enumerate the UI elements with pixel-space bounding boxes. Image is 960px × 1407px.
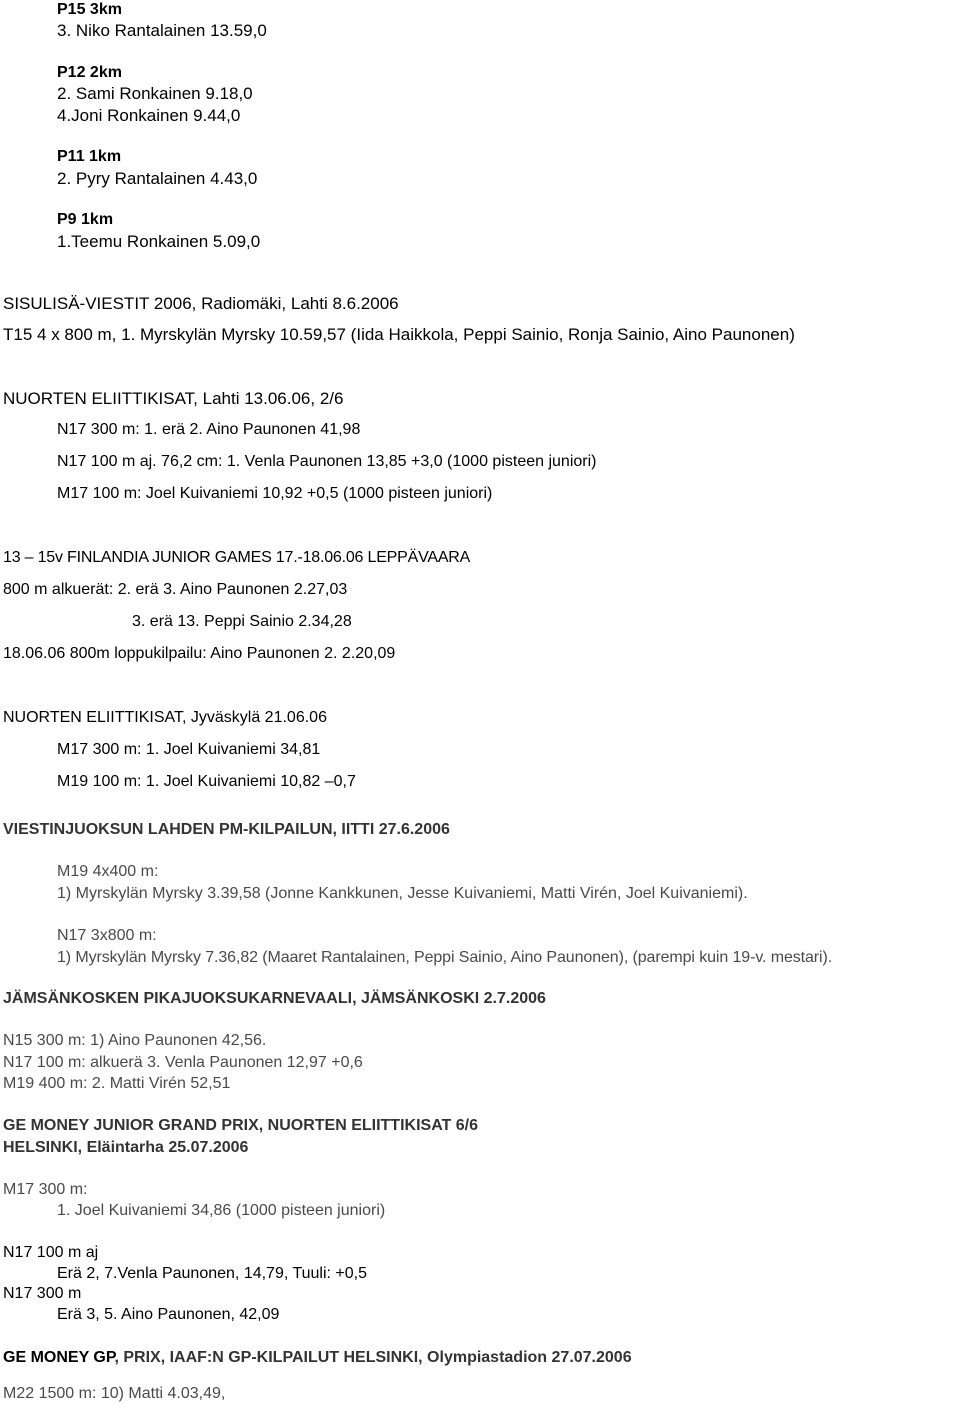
result-line: T15 4 x 800 m, 1. Myrskylän Myrsky 10.59,57 (Iida Haikkola, Peppi Sainio, Ronja Sainio, Aino Paunonen) bbox=[3, 325, 795, 344]
event-heading: N17 100 m aj bbox=[3, 1244, 99, 1261]
result-line: 2. Sami Ronkainen 9.18,0 bbox=[57, 84, 253, 103]
event-heading: N17 3x800 m: bbox=[57, 927, 157, 944]
event-heading: M19 4x400 m: bbox=[57, 863, 159, 880]
section-heading-p9: P9 1km bbox=[57, 211, 114, 228]
result-line: M19 100 m: 1. Joel Kuivaniemi 10,82 –0,7 bbox=[57, 773, 356, 790]
result-line: 1. Joel Kuivaniemi 34,86 (1000 pisteen juniori) bbox=[57, 1202, 386, 1219]
section-title-ge-money-junior-gp: GE MONEY JUNIOR GRAND PRIX, NUORTEN ELIITTIKISAT 6/6 bbox=[3, 1117, 479, 1134]
section-title-ge-money-gp bbox=[3, 1350, 632, 1366]
result-line: 4.Joni Ronkainen 9.44,0 bbox=[57, 106, 241, 125]
result-line: Erä 3, 5. Aino Paunonen, 42,09 bbox=[57, 1306, 280, 1323]
section-heading-p11: P11 1km bbox=[57, 148, 122, 165]
result-line: N17 100 m aj. 76,2 cm: 1. Venla Paunonen 13,85 +3,0 (1000 pisteen juniori) bbox=[57, 453, 597, 470]
section-title-viestinjuoksu: VIESTINJUOKSUN LAHDEN PM-KILPAILUN, IITTI 27.6.2006 bbox=[3, 821, 450, 838]
section-heading-p12: P12 2km bbox=[57, 64, 122, 81]
event-heading: N17 300 m bbox=[3, 1285, 82, 1302]
result-line: 1) Myrskylän Myrsky 3.39,58 (Jonne Kankkunen, Jesse Kuivaniemi, Matti Virén, Joel Kuivaniemi). bbox=[57, 885, 748, 902]
section-title-eliittikisat-jyvaskyla: NUORTEN ELIITTIKISAT, Jyväskylä 21.06.06 bbox=[3, 709, 327, 726]
result-line: 1) Myrskylän Myrsky 7.36,82 (Maaret Rantalainen, Peppi Sainio, Aino Paunonen), (parempi kuin 19-v. mestari). bbox=[57, 949, 833, 966]
result-line: 800 m alkuerät: 2. erä 3. Aino Paunonen 2.27,03 bbox=[3, 581, 348, 598]
result-line: Erä 2, 7.Venla Paunonen, 14,79, Tuuli: +0,5 bbox=[57, 1265, 368, 1282]
section-heading-p15: P15 3km bbox=[57, 1, 122, 18]
section-title-jamsankoski: JÄMSÄNKOSKEN PIKAJUOKSUKARNEVAALI, JÄMSÄNKOSKI 2.7.2006 bbox=[3, 990, 546, 1007]
result-line: N15 300 m: 1) Aino Paunonen 42,56. bbox=[3, 1032, 267, 1049]
section-title-eliittikisat-lahti: NUORTEN ELIITTIKISAT, Lahti 13.06.06, 2/6 bbox=[3, 389, 344, 408]
result-line: 1.Teemu Ronkainen 5.09,0 bbox=[57, 232, 261, 251]
result-line: M22 1500 m: 10) Matti 4.03,49, bbox=[3, 1385, 226, 1402]
section-title-sisulisa: SISULISÄ-VIESTIT 2006, Radiomäki, Lahti 8.6.2006 bbox=[3, 294, 399, 313]
section-subtitle-helsinki: HELSINKI, Eläintarha 25.07.2006 bbox=[3, 1139, 249, 1156]
result-line: M17 100 m: Joel Kuivaniemi 10,92 +0,5 (1000 pisteen juniori) bbox=[57, 485, 493, 502]
event-heading: M17 300 m: bbox=[3, 1181, 88, 1198]
result-line: M19 400 m: 2. Matti Virén 52,51 bbox=[3, 1075, 231, 1092]
result-line: 18.06.06 800m loppukilpailu: Aino Paunonen 2. 2.20,09 bbox=[3, 645, 396, 662]
title-part-dark: GE MONEY GP bbox=[3, 1349, 115, 1366]
title-part-gray: , PRIX, IAAF:N GP-KILPAILUT HELSINKI, Olympiastadion 27.07.2006 bbox=[114, 1349, 632, 1366]
section-title-finlandia-junior-games: 13 – 15v FINLANDIA JUNIOR GAMES 17.-18.06.06 LEPPÄVAARA bbox=[3, 549, 471, 566]
result-line: 3. erä 13. Peppi Sainio 2.34,28 bbox=[132, 613, 352, 630]
result-line: 3. Niko Rantalainen 13.59,0 bbox=[57, 21, 267, 40]
result-line: N17 100 m: alkuerä 3. Venla Paunonen 12,97 +0,6 bbox=[3, 1054, 363, 1071]
result-line: N17 300 m: 1. erä 2. Aino Paunonen 41,98 bbox=[57, 421, 361, 438]
result-line: M17 300 m: 1. Joel Kuivaniemi 34,81 bbox=[57, 741, 321, 758]
result-line: 2. Pyry Rantalainen 4.43,0 bbox=[57, 169, 258, 188]
